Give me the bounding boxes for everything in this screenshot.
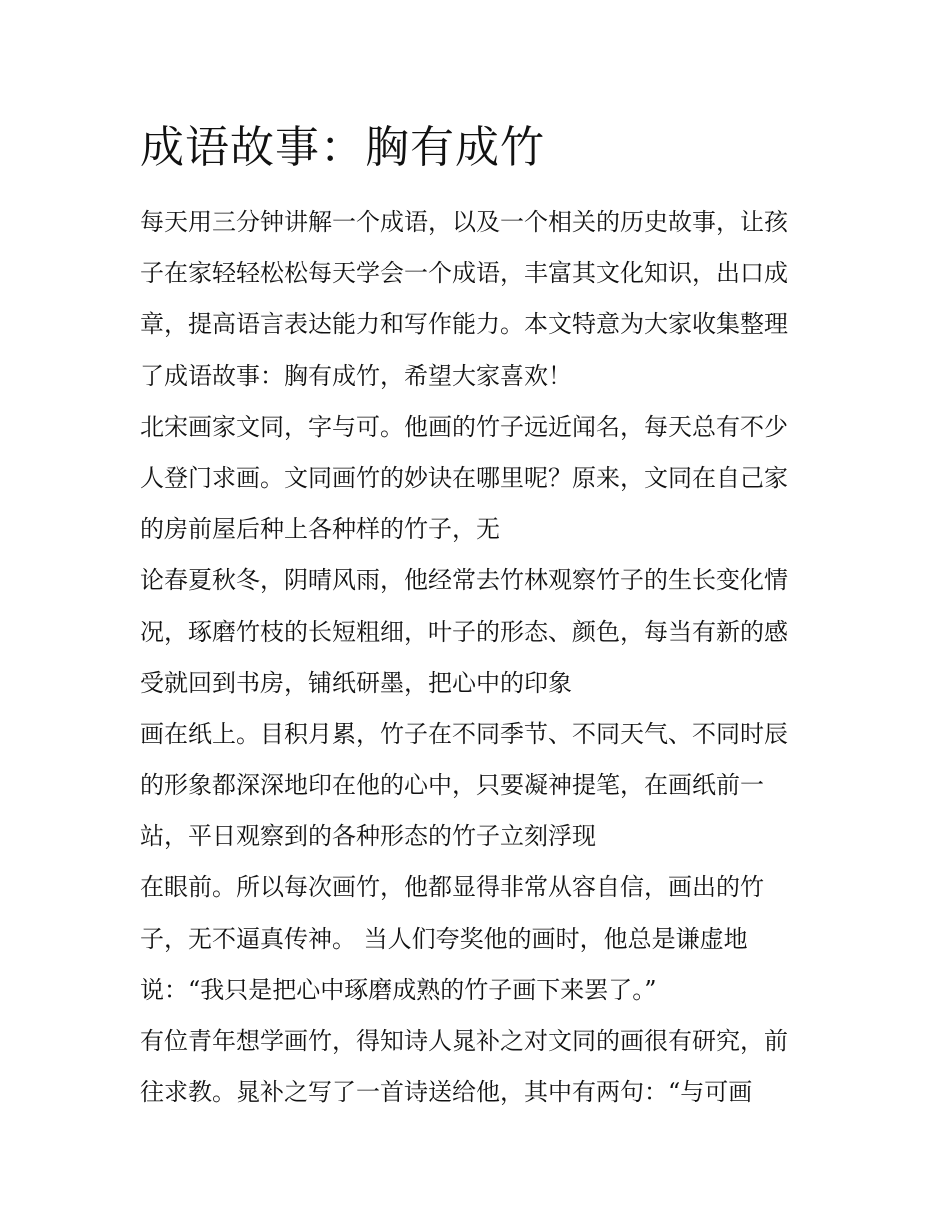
text-line: 受就回到书房，铺纸研墨，把心中的印象 (140, 668, 572, 697)
text-line: 人登门求画。文同画竹的妙诀在哪里呢？原来，文同在自己家 (140, 463, 788, 492)
text-line: 子，无不逼真传神。 当人们夸奖他的画时，他总是谦虚地 (140, 924, 748, 953)
text-line: 北宋画家文同，字与可。他画的竹子远近闻名，每天总有不少 (140, 412, 788, 441)
text-line: 章，提高语言表达能力和写作能力。本文特意为大家收集整理 (140, 310, 788, 339)
text-line: 论春夏秋冬，阴晴风雨，他经常去竹林观察竹子的生长变化情 (140, 566, 788, 595)
text-line: 每天用三分钟讲解一个成语，以及一个相关的历史故事，让孩 (140, 208, 788, 236)
document-title: 成语故事：胸有成竹 (140, 122, 545, 173)
text-line: 说：“我只是把心中琢磨成熟的竹子画下来罢了。” (140, 975, 657, 1004)
text-line: 了成语故事：胸有成竹，希望大家喜欢！ (140, 361, 572, 390)
text-line: 况，琢磨竹枝的长短粗细，叶子的形态、颜色，每当有新的感 (140, 617, 788, 646)
text-line: 有位青年想学画竹，得知诗人晁补之对文同的画很有研究，前 (140, 1027, 788, 1055)
text-line: 子在家轻轻松松每天学会一个成语，丰富其文化知识，出口成 (140, 259, 788, 288)
text-line: 的房前屋后种上各种样的竹子，无 (140, 515, 500, 544)
document-body (140, 197, 820, 1118)
text-line: 站，平日观察到的各种形态的竹子立刻浮现 (140, 822, 596, 851)
text-line: 在眼前。所以每次画竹，他都显得非常从容自信，画出的竹 (140, 873, 764, 902)
text-line: 往求教。晁补之写了一首诗送给他，其中有两句：“与可画 (140, 1078, 753, 1107)
text-line: 画在纸上。目积月累，竹子在不同季节、不同天气、不同时辰 (140, 719, 788, 748)
text-line: 的形象都深深地印在他的心中，只要凝神提笔，在画纸前一 (140, 771, 764, 800)
